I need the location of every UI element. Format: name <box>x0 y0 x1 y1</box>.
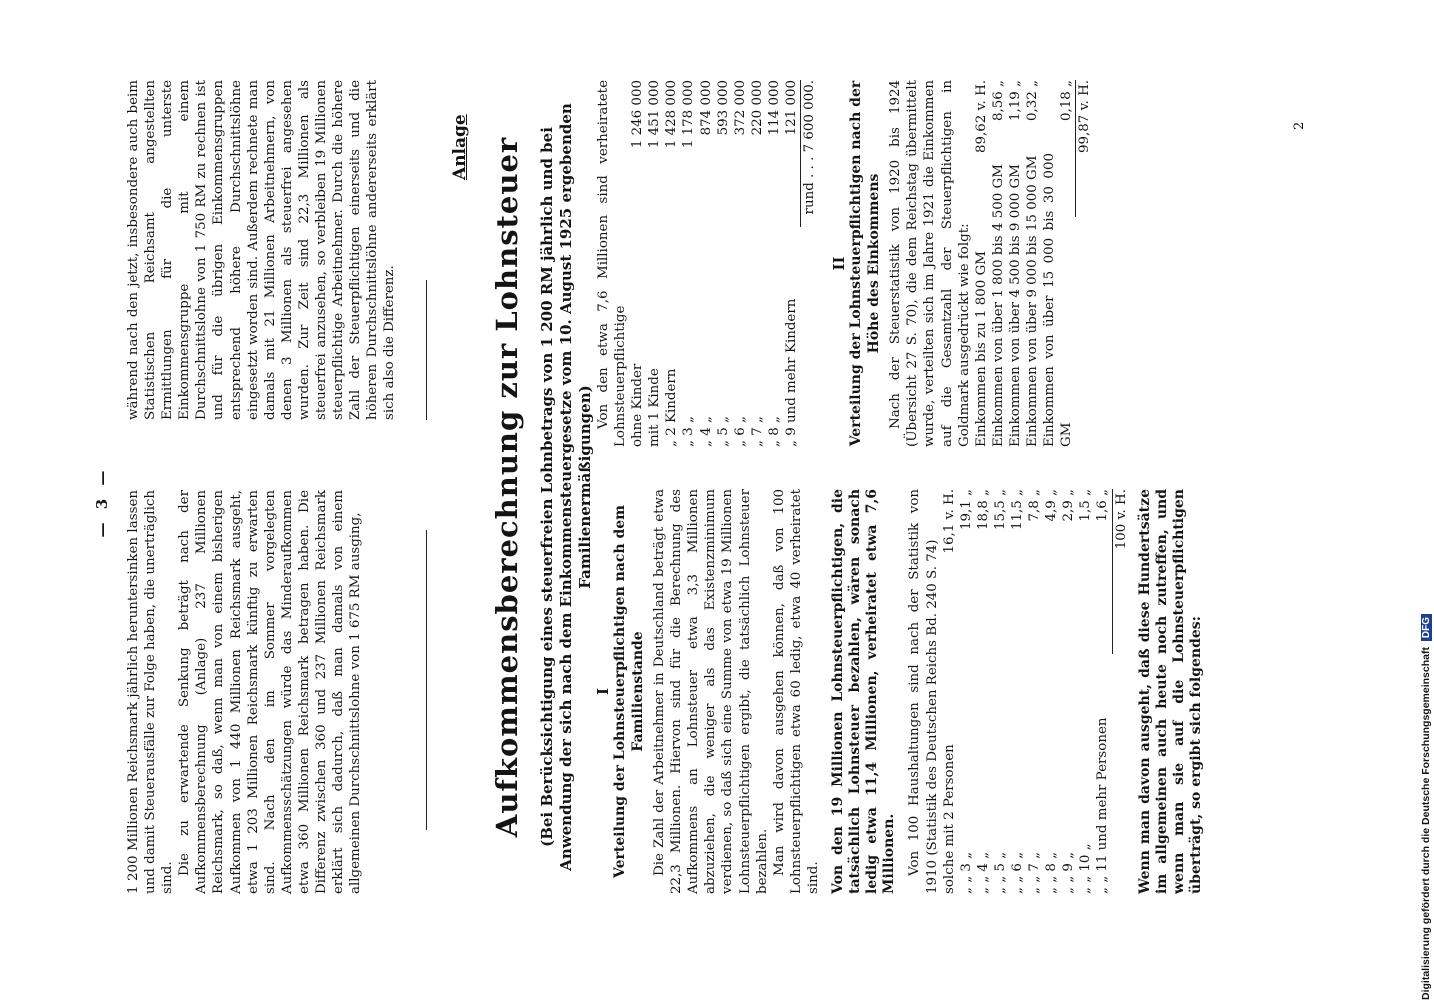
row-label: „ „ 6 „ <box>1009 851 1025 894</box>
table-row <box>973 80 990 447</box>
row-value: 2,9 „ <box>1061 489 1077 522</box>
divider-rule <box>426 530 427 830</box>
table-row <box>1026 489 1043 894</box>
row-label: „ „ 4 „ <box>975 851 991 894</box>
income-table <box>973 80 1076 447</box>
table-row <box>1094 489 1111 894</box>
row-label: „ 2 Kindern <box>664 368 680 447</box>
table-row <box>992 489 1009 894</box>
paragraph: Die zu erwartende Senkung beträgt nach der Aufkommensberechnung (Anlage) 237 Millionen Reichsmark, so daß, wenn man von einem bisherigen Aufkommen von 1 440 Millionen Reichsmark ausgeht, etwa 1 203 Millionen Reichsmark künftig zu erwarten sind. Nach den im Sommer vorgelegten Aufkommensschätzungen würde das Minderaufkommen etwa 360 Millionen Reichsmark betragen haben. Die Differenz zwischen 360 und 237 Millionen Reichsmark erklärt sich dadurch, daß man damals von einem allgemeinen Durchschnittslohne von 1 675 RM ausging, <box>177 490 364 894</box>
row-label: „ „ 8 „ <box>1044 851 1060 894</box>
text-column-3 <box>595 489 1205 894</box>
row-label: „ 3 „ <box>681 416 697 447</box>
row-value: 1 428 000 <box>664 80 680 149</box>
row-value: 1,5 „ <box>1078 489 1094 522</box>
table-row <box>941 489 958 894</box>
table-row <box>1007 80 1024 447</box>
subtitle: (Bei Berücksichtigung eines steuerfreien Lohnbetrags von 1 200 RM jährlich und bei Anwendung der sich nach dem Einkommensteuergesetze vom 10. August 1925 ergebenden Familienermäßigungen) <box>538 103 594 871</box>
table-row <box>766 80 783 447</box>
table-row <box>663 80 680 447</box>
section-number: II <box>830 256 849 271</box>
table-row <box>1077 489 1094 894</box>
table-total: rund . . . 7 600 000. <box>800 80 819 227</box>
paragraph: 1 200 Millionen Reichsmark jährlich heruntersinken lassen und damit Steuerausfälle zur Folge haben, die unerträglich sind. <box>126 490 176 894</box>
row-label: Einkommen bis zu 1 800 GM <box>973 251 989 447</box>
table-row <box>1043 489 1060 894</box>
table-row <box>1060 489 1077 894</box>
paragraph: Man wird davon ausgehen können, daß von 100 Lohnsteuerpflichtigen etwa 60 ledig, etwa 40 verheiratet sind. <box>771 489 821 894</box>
main-title: Aufkommensberechnung zur Lohnsteuer <box>490 136 524 838</box>
row-value: 18,8 „ <box>975 489 991 531</box>
row-label: solche mit 2 Personen <box>941 744 957 894</box>
row-label: „ 6 „ <box>732 416 748 447</box>
row-value: 11,5 „ <box>1009 489 1025 531</box>
row-label: Einkommen von über 1 800 bis 4 500 GM <box>990 164 1006 447</box>
row-label: „ 4 „ <box>698 416 714 447</box>
row-label: „ 5 „ <box>715 416 731 447</box>
sidebar-credit <box>1420 614 1432 1000</box>
row-value: 121 000 <box>784 80 800 136</box>
row-value: 114 000 <box>766 80 782 136</box>
row-value: 7,8 „ <box>1027 489 1043 522</box>
row-label: Einkommen von über 4 500 bis 9 000 GM <box>1007 164 1023 447</box>
children-table <box>629 80 800 447</box>
row-label: „ 9 und mehr Kindern <box>784 298 800 447</box>
paragraph: während nach den jetzt, insbesondere auch beim Statistischen Reichsamt angestellten Ermittlungen für die unterste Einkommensgruppe mit einem Durchschnittslohne von 1 750 RM zu rechnen ist und für die übrigen Einkommensgruppen entsprechend höhere Durchschnittslöhne eingesetzt worden sind. Außerdem rechnete man damals mit 21 Millionen Arbeitnehmern, von denen 3 Millionen als steuerfrei angesehen wurden. Zur Zeit sind 22,3 Millionen als steuerfrei anzusehen, so verbleiben 19 Millionen steuerpflichtige Arbeitnehmer. Durch die höhere Zahl der Steuerpflichtigen einerseits und die höheren Durchschnittslöhne andererseits erklärt sich also die Differenz. <box>126 80 398 420</box>
text-column-2 <box>125 80 399 420</box>
row-label: „ 7 „ <box>749 416 765 447</box>
row-label: „ „ 7 „ <box>1027 851 1043 894</box>
table-row <box>990 80 1007 447</box>
row-value: 1 451 000 <box>647 80 663 149</box>
credit-text: Digitalisierung gefördert durch die Deutsche Forschungsgemeinschaft <box>1420 647 1432 1000</box>
row-value: 1,19 „ <box>1007 80 1023 122</box>
table-row <box>732 80 749 447</box>
paragraph: Nach der Steuerstatistik von 1920 bis 1924 (Übersicht 27 S. 70), die dem Reichstag übermittelt wurde, verteilten sich im Jahre 1921 die Einkommen auf die Gesamtzahl der Steuerpflichtigen in Goldmark ausgedrückt wie folgt: <box>888 80 972 447</box>
table-row <box>1009 489 1026 894</box>
row-value: 89,62 v. H. <box>973 80 989 154</box>
section-number: I <box>594 687 612 696</box>
row-label: „ „ 9 „ <box>1061 851 1077 894</box>
table-row <box>646 80 663 447</box>
table-row <box>749 80 766 447</box>
page-footer-number: 2 <box>1292 121 1307 130</box>
row-value: 372 000 <box>732 80 748 136</box>
row-value: 0,32 „ <box>1024 80 1040 122</box>
household-table <box>941 489 1112 894</box>
section-heading: Verteilung der Lohnsteuerpflichtigen nach dem Familienstande <box>612 505 646 878</box>
row-value: 4,9 „ <box>1044 489 1060 522</box>
paragraph: Von den etwa 7,6 Millionen sind verheiratete Lohnsteuerpflichtige <box>596 80 629 447</box>
divider-rule <box>426 280 427 420</box>
text-column-1 <box>125 490 364 894</box>
table-row <box>975 489 992 894</box>
bold-paragraph: Von den 19 Millionen Lohnsteuerpflichtigen, die tatsächlich Lohnsteuer bezahlen, wären sonach ledig etwa 11,4 Millionen, verheiratet etwa 7,6 Millionen. <box>830 489 898 894</box>
row-label: ohne Kinder <box>630 363 646 447</box>
row-label: „ „ 3 „ <box>958 851 974 894</box>
row-label: „ 8 „ <box>766 416 782 447</box>
paragraph: Wenn man davon ausgeht, daß diese Hundertsätze im allgemeinen auch heute noch zutreffen, und wenn man sie auf die Lohnsteuerpflichtigen überträgt, so ergibt sich folgendes: <box>1136 489 1204 894</box>
paragraph: Von 100 Haushaltungen sind nach der Statistik von 1910 (Statistik des Deutschen Reichs Bd. 240 S. 74) <box>907 489 940 894</box>
anlage-heading: Anlage <box>450 114 470 180</box>
row-label: „ „ 11 und mehr Personen <box>1095 717 1111 894</box>
table-row <box>783 80 800 447</box>
table-row <box>958 489 975 894</box>
row-value: 1,6 „ <box>1095 489 1111 522</box>
row-label: Einkommen von über 15 000 bis 30 000 GM <box>1042 153 1075 447</box>
row-value: 874 000 <box>698 80 714 136</box>
row-value: 1 178 000 <box>681 80 697 149</box>
table-row <box>1024 80 1041 447</box>
table-row <box>698 80 715 447</box>
row-value: 1 246 000 <box>630 80 646 149</box>
dfg-logo: DFG <box>1421 614 1432 641</box>
table-row <box>715 80 732 447</box>
row-value: 593 000 <box>715 80 731 136</box>
row-value: 8,56 „ <box>990 80 1006 122</box>
table-total: 100 v. H. <box>1112 489 1131 654</box>
row-value: 220 000 <box>749 80 765 136</box>
row-label: mit 1 Kinde <box>647 368 663 447</box>
row-value: 15,5 „ <box>992 489 1008 531</box>
row-label: „ „ 10 „ <box>1078 843 1094 894</box>
page-number: — 3 — <box>93 466 111 538</box>
table-total: 99,87 v. H. <box>1075 80 1094 217</box>
paragraph: Die Zahl der Arbeitnehmer in Deutschland beträgt etwa 22,3 Millionen. Hiervon sind für die Berechnung des Aufkommens an Lohnsteuer etwa 3,3 Millionen abzuziehen, die weniger als das Existenzminimum verdienen, so daß sich eine Summe von etwa 19 Millionen Lohnsteuerpflichtigen ergibt, die tatsächlich Lohnsteuer bezahlen. <box>652 489 770 894</box>
section-heading: Verteilung der Lohnsteuerpflichtigen nach der Höhe des Einkommens <box>848 80 882 447</box>
row-value: 19,1 „ <box>958 489 974 531</box>
text-column-4 <box>595 80 1094 447</box>
row-label: Einkommen von über 9 000 bis 15 000 GM <box>1024 155 1040 447</box>
table-row <box>1041 80 1075 447</box>
row-label: „ „ 5 „ <box>992 851 1008 894</box>
table-row <box>680 80 697 447</box>
row-value: 16,1 v. H. <box>941 489 957 554</box>
table-row <box>629 80 646 447</box>
row-value: 0,18 „ <box>1059 80 1075 122</box>
